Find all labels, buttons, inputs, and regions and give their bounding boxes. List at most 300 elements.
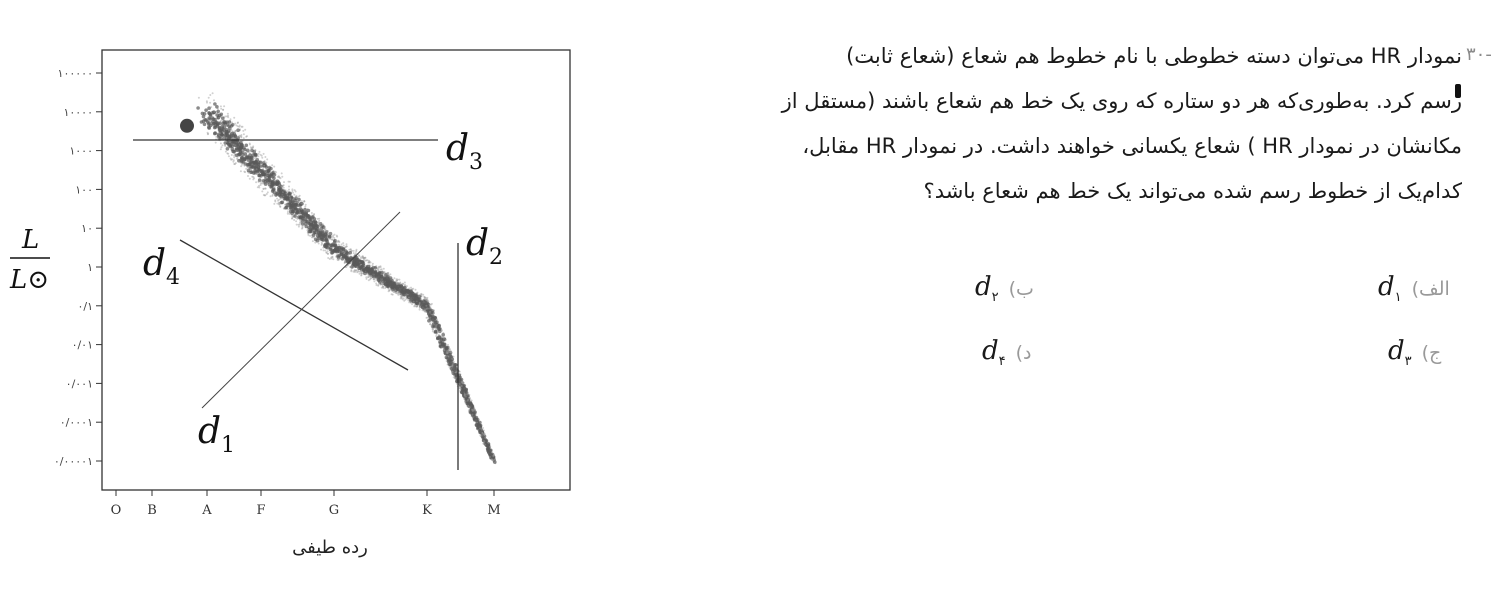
star-point xyxy=(276,198,278,200)
star-point xyxy=(381,271,383,273)
star-point xyxy=(341,243,343,245)
star-point xyxy=(196,106,200,110)
star-point xyxy=(307,225,309,227)
star-point xyxy=(391,284,395,288)
star-point xyxy=(295,217,297,219)
star-point xyxy=(224,116,226,118)
star-point xyxy=(364,257,366,259)
star-point xyxy=(213,132,217,136)
star-point xyxy=(205,118,209,122)
star-point xyxy=(237,122,239,124)
star-point xyxy=(438,334,440,336)
star-point xyxy=(360,257,362,259)
option-c[interactable] xyxy=(1388,336,1441,369)
star-point xyxy=(356,249,358,251)
star-point xyxy=(312,240,314,242)
star-point xyxy=(375,265,377,267)
star-point xyxy=(285,192,287,194)
star-point xyxy=(387,274,389,276)
star-point xyxy=(299,215,303,219)
star-point xyxy=(222,144,224,146)
star-point xyxy=(467,400,469,402)
star-point xyxy=(369,275,371,277)
star-point xyxy=(361,261,365,265)
star-point xyxy=(272,188,276,192)
star-point xyxy=(263,188,265,190)
star-point xyxy=(263,161,265,163)
star-point xyxy=(384,274,386,276)
star-point xyxy=(471,414,473,416)
star-point xyxy=(437,325,441,329)
question-line-4: کدام‌یک از خطوط رسم شده می‌تواند یک خط هم شعاع باشد؟ xyxy=(923,179,1462,203)
star-point xyxy=(443,349,447,353)
star-point xyxy=(248,156,252,160)
star-point xyxy=(324,229,326,231)
star-point xyxy=(328,238,330,240)
star-point xyxy=(257,155,259,157)
star-point xyxy=(287,213,289,215)
star-point xyxy=(223,136,225,138)
star-point xyxy=(275,171,277,173)
star-point xyxy=(433,312,435,314)
star-point xyxy=(257,174,261,178)
star-point xyxy=(448,362,452,366)
star-point xyxy=(373,278,375,280)
star-point xyxy=(288,181,290,183)
x-axis-ticks xyxy=(111,490,501,518)
star-point xyxy=(244,129,246,131)
star-point xyxy=(265,184,267,186)
star-point xyxy=(258,180,260,182)
star-point xyxy=(252,176,254,178)
star-point xyxy=(468,410,470,412)
star-point xyxy=(489,446,491,448)
star-point xyxy=(306,220,310,224)
star-point xyxy=(384,282,388,286)
option-b[interactable] xyxy=(975,272,1034,305)
star-point xyxy=(484,444,486,446)
star-point xyxy=(299,222,301,224)
star-point xyxy=(235,141,239,145)
star-point xyxy=(260,184,262,186)
star-point xyxy=(422,294,424,296)
star-point xyxy=(345,245,347,247)
star-point xyxy=(376,284,378,286)
star-point xyxy=(279,204,281,206)
star-point xyxy=(236,128,240,132)
star-point xyxy=(420,303,424,307)
star-point xyxy=(303,200,305,202)
star-point xyxy=(424,296,426,298)
y-label-numerator: L xyxy=(22,225,40,255)
star-point xyxy=(264,178,266,180)
star-point xyxy=(213,111,215,113)
star-point xyxy=(298,224,300,226)
star-point xyxy=(359,266,363,270)
star-point xyxy=(318,243,320,245)
star-point xyxy=(240,157,244,161)
star-point xyxy=(198,97,200,99)
star-point xyxy=(418,295,420,297)
star-point xyxy=(396,292,398,294)
star-point xyxy=(240,136,242,138)
star-point xyxy=(326,246,330,250)
star-point xyxy=(224,144,226,146)
y-tick-label: ۰/۱ xyxy=(77,299,93,313)
star-point xyxy=(322,225,326,229)
star-point xyxy=(475,418,479,422)
star-point xyxy=(291,188,293,190)
x-tick-label: M xyxy=(487,503,501,518)
star-point xyxy=(441,342,445,346)
star-point xyxy=(427,300,429,302)
y-tick-label: ۱۰۰۰۰۰ xyxy=(57,67,93,80)
star-point xyxy=(216,110,220,114)
star-point xyxy=(311,215,315,219)
star-point xyxy=(368,262,370,264)
star-point xyxy=(415,302,419,306)
star-point xyxy=(323,235,327,239)
star-point xyxy=(355,252,357,254)
star-point xyxy=(291,217,293,219)
star-point xyxy=(367,265,369,267)
star-point xyxy=(439,340,441,342)
star-point xyxy=(466,394,468,396)
star-point xyxy=(220,108,222,110)
star-point xyxy=(458,376,462,380)
star-point xyxy=(322,238,326,242)
star-point xyxy=(370,277,372,279)
star-point xyxy=(378,266,380,268)
star-point xyxy=(273,166,275,168)
star-point xyxy=(359,273,361,275)
star-point xyxy=(254,153,258,157)
question-line-2: رسم کرد. به‌طوری‌که هر دو ستاره که روی یک خط هم شعاع باشند (مستقل از xyxy=(781,89,1462,113)
star-point xyxy=(438,331,440,333)
star-point xyxy=(258,187,260,189)
star-point xyxy=(468,401,472,405)
y-label-denominator: L⊙ xyxy=(10,265,50,295)
star-point xyxy=(245,136,247,138)
star-point xyxy=(484,437,486,439)
star-point xyxy=(274,201,276,203)
star-point xyxy=(301,221,303,223)
star-point xyxy=(361,274,363,276)
label-d1: $d_1$ xyxy=(198,411,236,458)
star-point xyxy=(429,323,431,325)
star-point xyxy=(231,131,233,133)
star-point xyxy=(241,164,243,166)
star-point xyxy=(240,165,242,167)
star-point xyxy=(322,224,324,226)
star-point xyxy=(233,159,235,161)
star-point xyxy=(294,189,296,191)
star-point xyxy=(408,297,410,299)
star-point xyxy=(247,148,249,150)
star-point xyxy=(323,249,325,251)
star-point xyxy=(464,393,466,395)
star-point xyxy=(220,105,222,107)
star-point xyxy=(374,268,376,270)
star-point xyxy=(249,160,253,164)
star-point xyxy=(407,299,409,301)
y-tick-label: ۱۰ xyxy=(81,222,93,236)
star-point xyxy=(221,116,225,120)
star-point xyxy=(332,236,334,238)
star-point xyxy=(493,455,495,457)
star-point xyxy=(245,168,247,170)
star-point xyxy=(366,259,368,261)
star-point xyxy=(244,146,246,148)
star-point xyxy=(319,227,321,229)
star-point xyxy=(342,242,344,244)
star-point xyxy=(446,352,448,354)
star-point xyxy=(353,270,355,272)
star-point xyxy=(244,165,246,167)
star-point xyxy=(287,209,289,211)
star-point xyxy=(350,266,352,268)
star-point xyxy=(225,141,227,143)
star-point xyxy=(240,160,244,164)
star-point xyxy=(409,290,413,294)
star-point xyxy=(294,203,298,207)
star-point xyxy=(261,180,263,182)
star-point xyxy=(396,280,398,282)
star-point xyxy=(292,192,294,194)
star-point xyxy=(451,365,453,367)
star-point xyxy=(288,186,290,188)
question-line-3: مکانشان در نمودار HR ) شعاع یکسانی خواهند داشت. در نمودار HR مقابل، xyxy=(802,134,1462,158)
star-point xyxy=(227,153,229,155)
star-point xyxy=(314,221,318,225)
star-point xyxy=(425,305,427,307)
star-point xyxy=(482,433,484,435)
star-point xyxy=(336,254,340,258)
star-point xyxy=(444,341,446,343)
star-point xyxy=(415,289,417,291)
star-point xyxy=(238,126,240,128)
star-point xyxy=(249,172,251,174)
star-point xyxy=(234,123,236,125)
star-point xyxy=(340,247,344,251)
star-point xyxy=(383,268,385,270)
star-point xyxy=(248,167,250,169)
star-point xyxy=(468,394,470,396)
y-tick-label: ۰/۰۰۰۱ xyxy=(59,416,93,430)
star-point xyxy=(441,346,443,348)
star-point xyxy=(330,244,334,248)
star-point xyxy=(459,371,461,373)
star-point xyxy=(313,213,315,215)
star-point xyxy=(316,239,320,243)
star-point xyxy=(400,297,402,299)
star-point xyxy=(464,400,466,402)
star-point xyxy=(335,240,337,242)
star-point xyxy=(429,311,431,313)
star-point xyxy=(293,219,295,221)
star-point xyxy=(449,366,451,368)
y-axis-ticks xyxy=(54,67,102,468)
star-point xyxy=(362,257,364,259)
star-point xyxy=(271,164,273,166)
star-point xyxy=(350,270,352,272)
star-point xyxy=(281,176,283,178)
star-point xyxy=(326,242,330,246)
star-point xyxy=(475,423,479,427)
x-tick-label: O xyxy=(110,503,122,518)
star-point xyxy=(220,113,224,117)
star-point xyxy=(227,116,229,118)
star-point xyxy=(319,222,321,224)
star-point xyxy=(358,255,360,257)
x-tick-label: G xyxy=(328,503,340,518)
star-point xyxy=(469,398,471,400)
star-point xyxy=(306,214,310,218)
star-point xyxy=(220,146,222,148)
star-point xyxy=(435,326,437,328)
star-point xyxy=(256,173,258,175)
star-point xyxy=(487,450,491,454)
option-c-value: $d_۳$ xyxy=(1388,336,1412,370)
star-point xyxy=(325,238,329,242)
star-point xyxy=(288,192,292,196)
star-point xyxy=(336,236,338,238)
star-point xyxy=(432,319,436,323)
star-point xyxy=(270,172,272,174)
star-point xyxy=(236,136,240,140)
star-point xyxy=(365,273,367,275)
star-point xyxy=(203,123,207,127)
star-point xyxy=(476,416,478,418)
star-point xyxy=(219,132,221,134)
star-point xyxy=(384,278,388,282)
star-point xyxy=(206,102,208,104)
star-point xyxy=(293,194,295,196)
star-point xyxy=(345,249,347,251)
star-point xyxy=(377,269,379,271)
star-point xyxy=(324,250,326,252)
option-d[interactable] xyxy=(982,336,1032,369)
star-point xyxy=(426,297,428,299)
star-point xyxy=(312,224,316,228)
star-point xyxy=(271,195,273,197)
star-point xyxy=(283,184,285,186)
star-point xyxy=(231,154,233,156)
star-point xyxy=(228,120,232,124)
option-a[interactable] xyxy=(1378,272,1450,305)
star-point xyxy=(231,123,235,127)
star-point xyxy=(225,137,227,139)
star-point xyxy=(463,387,467,391)
star-point xyxy=(227,113,229,115)
star-point xyxy=(429,303,431,305)
star-point xyxy=(295,195,297,197)
star-point xyxy=(331,256,333,258)
star-point xyxy=(237,147,241,151)
star-point xyxy=(301,208,303,210)
star-point xyxy=(215,113,219,117)
star-point xyxy=(258,153,260,155)
star-point xyxy=(434,330,438,334)
star-point xyxy=(274,191,276,193)
star-point xyxy=(454,377,456,379)
star-point xyxy=(334,247,338,251)
star-point xyxy=(230,158,232,160)
star-point xyxy=(426,308,428,310)
star-point xyxy=(235,162,237,164)
star-point xyxy=(429,317,431,319)
star-point xyxy=(274,193,278,197)
star-point xyxy=(427,317,429,319)
star-point xyxy=(233,156,235,158)
star-point xyxy=(378,271,382,275)
y-tick-label: ۱۰۰ xyxy=(75,183,93,197)
star-point xyxy=(296,224,298,226)
star-point xyxy=(431,315,435,319)
star-point xyxy=(227,148,229,150)
star-point xyxy=(230,128,232,130)
star-point xyxy=(392,294,394,296)
star-point xyxy=(256,168,258,170)
hr-diagram xyxy=(0,0,600,607)
star-point xyxy=(432,329,434,331)
star-point xyxy=(271,182,275,186)
star-point xyxy=(301,200,303,202)
star-point xyxy=(207,126,211,130)
star-point xyxy=(327,230,329,232)
star-point xyxy=(363,259,365,261)
star-point xyxy=(381,268,383,270)
star-point xyxy=(442,332,444,334)
star-point xyxy=(431,303,433,305)
option-b-letter: ب) xyxy=(1008,278,1034,300)
star-point xyxy=(180,119,194,133)
star-point xyxy=(252,147,254,149)
star-point xyxy=(316,234,320,238)
star-point xyxy=(287,190,289,192)
star-point xyxy=(399,282,401,284)
x-tick-label: A xyxy=(202,503,212,518)
question-text xyxy=(610,34,1462,214)
star-point xyxy=(220,142,222,144)
star-point xyxy=(242,130,244,132)
star-point xyxy=(233,155,235,157)
x-axis-label: رده طیفی xyxy=(292,537,368,558)
star-point xyxy=(276,182,280,186)
star-point xyxy=(409,299,413,303)
star-point xyxy=(277,200,279,202)
star-point xyxy=(259,151,261,153)
star-point xyxy=(493,460,497,464)
star-point xyxy=(472,410,474,412)
star-point xyxy=(237,159,241,163)
star-point xyxy=(279,184,281,186)
star-point xyxy=(390,279,392,281)
star-point xyxy=(254,160,258,164)
star-point xyxy=(261,155,263,157)
star-point xyxy=(287,204,289,206)
star-point xyxy=(249,178,251,180)
star-point xyxy=(250,150,252,152)
star-point xyxy=(291,207,295,211)
star-point xyxy=(222,109,224,111)
star-point xyxy=(296,216,298,218)
star-point xyxy=(263,153,265,155)
label-d4: $d_4$ xyxy=(143,243,181,290)
x-tick-label: F xyxy=(256,503,266,518)
star-point xyxy=(296,210,300,214)
star-point xyxy=(304,209,306,211)
